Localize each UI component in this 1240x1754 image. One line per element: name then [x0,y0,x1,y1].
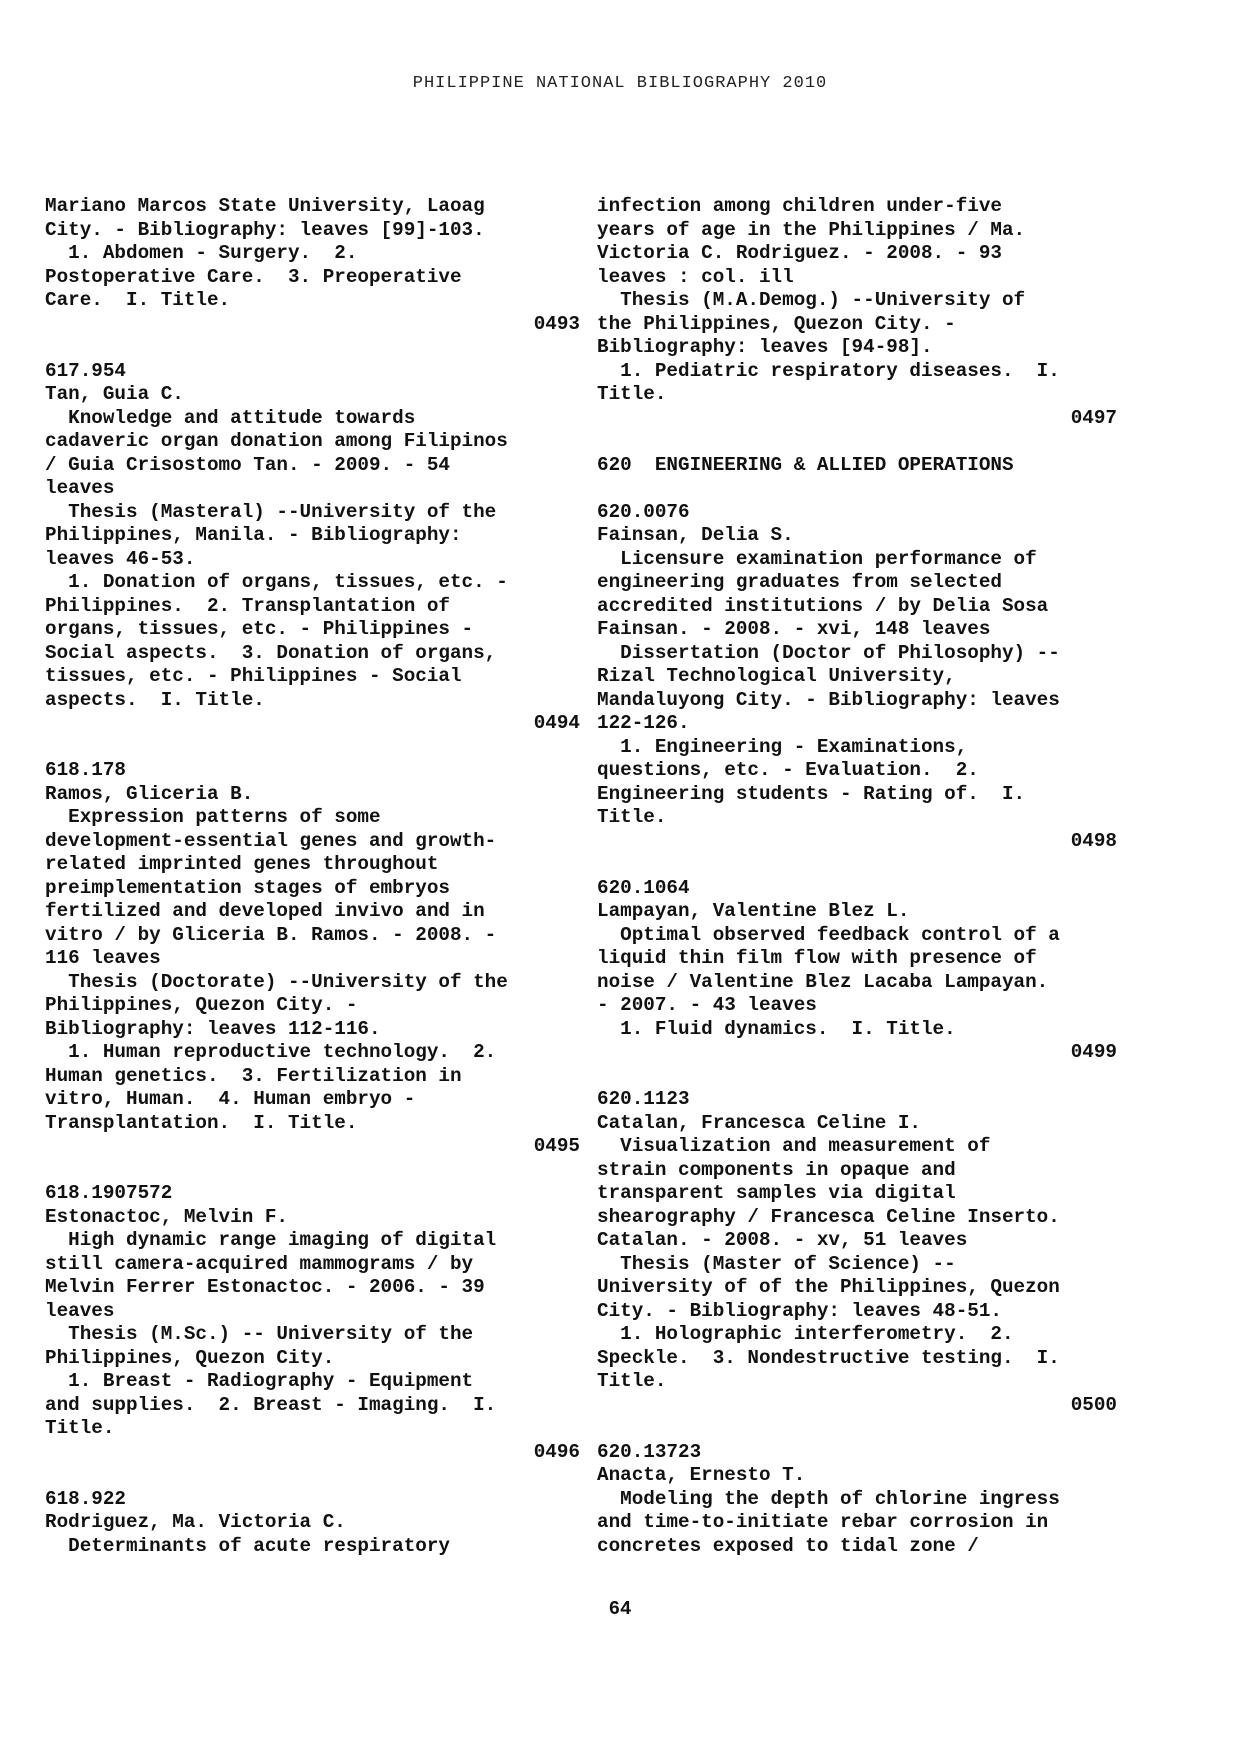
entry-line: engineering graduates from selected [597,571,1002,593]
entry-line: Human genetics. 3. Fertilization in [45,1064,462,1087]
entry-line: Rodriguez, Ma. Victoria C. [45,1511,346,1533]
entry-line: 620.13723 [597,1440,702,1463]
entry-line: noise / Valentine Blez Lacaba Lampayan. [597,970,1049,993]
entry-line: Postoperative Care. 3. Preoperative [45,265,462,288]
running-head: PHILIPPINE NATIONAL BIBLIOGRAPHY 2010 [412,74,828,93]
entry-line: shearography / Francesca Celine Inserto. [597,1205,1060,1228]
entry-line: leaves 46-53. [45,547,196,570]
entry-line: Thesis (Doctorate) --University of the [45,970,508,993]
blank-line [597,430,1117,454]
entry-line: Thesis (Master of Science) -- [597,1252,956,1275]
entry-line: Determinants of acute respiratory [45,1534,450,1557]
entry-line: strain components in opaque and [597,1158,956,1181]
entry-line: 122-126. [597,712,690,734]
record-number: 0496 [533,1440,580,1463]
record-number: 0499 [1070,1041,1117,1063]
entry-line: Philippines, Manila. - Bibliography: [45,524,462,546]
record-number: 0500 [1070,1393,1117,1416]
entry-line: Philippines, Quezon City. [45,1346,335,1369]
entry-line: 618.1907572 [45,1182,173,1204]
entry-line: Optimal observed feedback control of a [597,923,1060,946]
entry-line: Tan, Guia C. [45,383,184,405]
entry-line: Mariano Marcos State University, Laoag [45,195,485,217]
entry-line: 1. Breast - Radiography - Equipment [45,1370,474,1392]
entry-line: concretes exposed to tidal zone / [597,1534,979,1557]
entry-line: 1. Donation of organs, tissues, etc. - [45,571,508,593]
entry-line: still camera-acquired mammograms / by [45,1252,474,1275]
entry-line: 620.0076 [597,500,690,523]
entry-line: Title. [597,383,667,405]
entry-line: Anacta, Ernesto T. [597,1464,806,1486]
entry-line: 618.922 [45,1487,126,1510]
entry-line: / Guia Crisostomo Tan. - 2009. - 54 [45,453,450,476]
entry-line: transparent samples via digital [597,1182,956,1204]
entry-line: Expression patterns of some [45,806,381,828]
entry-line: related imprinted genes throughout [45,853,439,875]
entry-line: Thesis (Masteral) --University of the [45,500,497,523]
entry-line: Modeling the depth of chlorine ingress [597,1487,1060,1510]
entry-line: Philippines, Quezon City. - [45,994,358,1016]
entry-line: liquid thin film flow with presence of [597,947,1037,969]
entry-line: Knowledge and attitude towards [45,406,416,429]
entry-line: years of age in the Philippines / Ma. [597,218,1026,241]
entry-line: Philippines. 2. Transplantation of [45,594,450,617]
entry-line: Visualization and measurement of [597,1135,991,1157]
entry-line: Transplantation. I. Title. [45,1111,358,1134]
entry-line: organs, tissues, etc. - Philippines - [45,618,474,640]
entry-line: 1. Human reproductive technology. 2. [45,1041,497,1063]
entry-line: the Philippines, Quezon City. - [597,312,956,335]
record-number: 0498 [1070,829,1117,852]
entry-line: Catalan, Francesca Celine I. [597,1111,921,1134]
entry-line: Title. [597,806,667,828]
blank-line [45,336,580,360]
blank-line [597,477,1117,501]
section-heading: 620 ENGINEERING & ALLIED OPERATIONS [597,453,1014,476]
entry-line: Catalan. - 2008. - xv, 51 leaves [597,1229,968,1251]
blank-line [597,1065,1117,1089]
entry-line: Victoria C. Rodriguez. - 2008. - 93 [597,242,1002,264]
entry-line: and time-to-initiate rebar corrosion in [597,1511,1049,1533]
blank-line [45,1464,580,1488]
entry-line: Melvin Ferrer Estonactoc. - 2006. - 39 [45,1276,485,1298]
entry-line: Dissertation (Doctor of Philosophy) -- [597,641,1060,664]
entry-line: accredited institutions / by Delia Sosa [597,594,1049,617]
blank-line [45,736,580,760]
entry-line: leaves [45,477,115,499]
entry-line: City. - Bibliography: leaves 48-51. [597,1299,1002,1322]
entry-line: 1. Abdomen - Surgery. 2. [45,242,358,264]
entry-line: fertilized and developed invivo and in [45,900,485,922]
entry-line: leaves [45,1299,115,1322]
entry-line: 618.178 [45,759,126,781]
entry-line: 620.1123 [597,1088,690,1110]
entry-line: questions, etc. - Evaluation. 2. [597,759,979,781]
entry-line: Social aspects. 3. Donation of organs, [45,641,497,664]
record-number: 0495 [533,1135,580,1157]
entry-line: Ramos, Gliceria B. [45,782,254,805]
entry-line: Bibliography: leaves 112-116. [45,1017,381,1040]
entry-line: 1. Engineering - Examinations, [597,735,968,758]
entry-line: 1. Fluid dynamics. I. Title. [597,1017,956,1040]
record-number: 0497 [1070,406,1117,429]
entry-line: Speckle. 3. Nondestructive testing. I. [597,1346,1060,1369]
entry-line: Care. I. Title. [45,289,231,311]
entry-line: and supplies. 2. Breast - Imaging. I. [45,1393,497,1416]
blank-line [597,1417,1117,1441]
entry-line: cadaveric organ donation among Filipinos [45,430,508,452]
entry-line: Rizal Technological University, [597,665,956,687]
entry-line: High dynamic range imaging of digital [45,1229,497,1251]
entry-line: vitro, Human. 4. Human embryo - [45,1088,416,1110]
entry-line: 620.1064 [597,876,690,899]
entry-line: tissues, etc. - Philippines - Social [45,665,462,687]
left-column [45,195,580,1558]
right-column [597,195,1117,1558]
entry-line: aspects. I. Title. [45,688,265,711]
entry-line: infection among children under-five [597,195,1002,217]
entry-line: Title. [597,1370,667,1392]
entry-line: University of of the Philippines, Quezon [597,1276,1060,1298]
record-number: 0494 [533,712,580,734]
entry-line: Fainsan. - 2008. - xvi, 148 leaves [597,618,991,640]
entry-line: Bibliography: leaves [94-98]. [597,336,933,358]
page-number: 64 [608,1598,632,1620]
entry-line: development-essential genes and growth- [45,829,497,852]
entry-line: Mandaluyong City. - Bibliography: leaves [597,688,1060,711]
entry-line: Fainsan, Delia S. [597,524,794,546]
entry-line: leaves : col. ill [597,265,794,288]
record-number: 0493 [533,312,580,335]
entry-line: vitro / by Gliceria B. Ramos. - 2008. - [45,923,497,946]
entry-line: Title. [45,1417,115,1439]
entry-line: preimplementation stages of embryos [45,876,450,899]
entry-line: - 2007. - 43 leaves [597,994,817,1016]
blank-line [597,853,1117,877]
blank-line [45,1159,580,1183]
entry-line: Thesis (M.A.Demog.) --University of [597,289,1026,311]
entry-line: 116 leaves [45,947,161,969]
entry-line: Estonactoc, Melvin F. [45,1205,288,1228]
entry-line: Licensure examination performance of [597,547,1037,570]
entry-line: City. - Bibliography: leaves [99]-103. [45,218,485,241]
entry-line: Thesis (M.Sc.) -- University of the [45,1323,474,1345]
entry-line: 1. Pediatric respiratory diseases. I. [597,359,1060,382]
entry-line: Lampayan, Valentine Blez L. [597,900,910,922]
entry-line: 1. Holographic interferometry. 2. [597,1323,1014,1345]
entry-line: Engineering students - Rating of. I. [597,782,1026,805]
entry-line: 617.954 [45,359,126,382]
